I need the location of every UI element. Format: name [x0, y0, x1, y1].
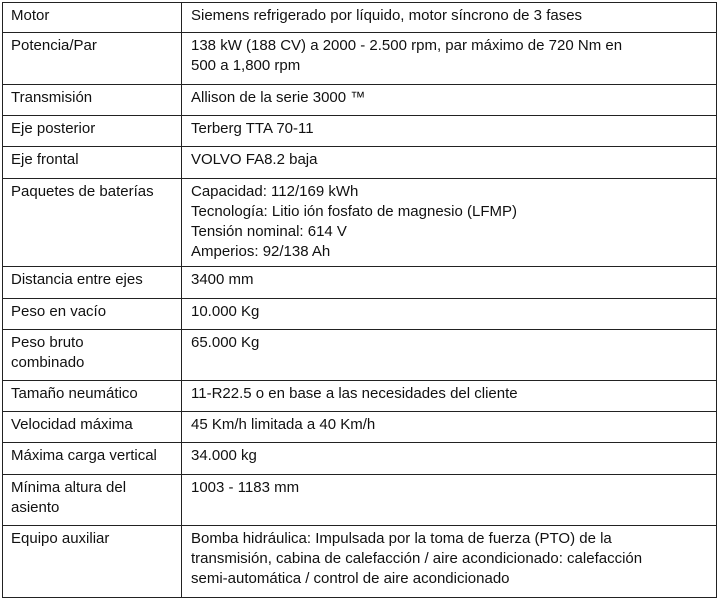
spec-label: Distancia entre ejes — [3, 267, 182, 299]
spec-value: 138 kW (188 CV) a 2000 - 2.500 rpm, par máximo de 720 Nm en 500 a 1,800 rpm — [182, 33, 717, 85]
spec-label: Equipo auxiliar — [3, 526, 182, 598]
table-row — [3, 147, 717, 179]
spec-label: Máxima carga vertical — [3, 443, 182, 475]
spec-value: 34.000 kg — [182, 443, 717, 475]
spec-label: Eje frontal — [3, 147, 182, 179]
spec-label: Eje posterior — [3, 116, 182, 147]
table-row — [3, 381, 717, 412]
table-row — [3, 33, 717, 85]
spec-value: 10.000 Kg — [182, 299, 717, 330]
spec-label: Paquetes de baterías — [3, 179, 182, 267]
table-row — [3, 267, 717, 299]
specifications-table — [2, 2, 717, 598]
spec-label: Mínima altura del asiento — [3, 475, 182, 526]
table-row — [3, 3, 717, 33]
table-row — [3, 475, 717, 526]
spec-value: Terberg TTA 70-11 — [182, 116, 717, 147]
spec-label: Peso en vacío — [3, 299, 182, 330]
table-row — [3, 116, 717, 147]
table-row — [3, 299, 717, 330]
spec-value: Capacidad: 112/169 kWh Tecnología: Litio ión fosfato de magnesio (LFMP) Tensión nominal: 614 V Amperios: 92/138 Ah — [182, 179, 717, 267]
table-row — [3, 412, 717, 443]
table-row — [3, 526, 717, 598]
spec-label: Tamaño neumático — [3, 381, 182, 412]
spec-value: 1003 - 1183 mm — [182, 475, 717, 526]
table-row — [3, 85, 717, 116]
table-row — [3, 179, 717, 267]
spec-value: VOLVO FA8.2 baja — [182, 147, 717, 179]
spec-value: 11-R22.5 o en base a las necesidades del cliente — [182, 381, 717, 412]
spec-value: Allison de la serie 3000 ™ — [182, 85, 717, 116]
spec-value: 65.000 Kg — [182, 330, 717, 381]
table-row — [3, 443, 717, 475]
spec-label: Motor — [3, 3, 182, 33]
spec-label: Transmisión — [3, 85, 182, 116]
spec-value: 45 Km/h limitada a 40 Km/h — [182, 412, 717, 443]
specifications-table-body — [3, 3, 717, 598]
spec-value: Bomba hidráulica: Impulsada por la toma de fuerza (PTO) de la transmisión, cabina de calefacción / aire acondicionado: calefacción semi-automática / control de aire acondicionado — [182, 526, 717, 598]
spec-label: Potencia/Par — [3, 33, 182, 85]
table-row — [3, 330, 717, 381]
spec-label: Velocidad máxima — [3, 412, 182, 443]
spec-value: Siemens refrigerado por líquido, motor síncrono de 3 fases — [182, 3, 717, 33]
spec-label: Peso bruto combinado — [3, 330, 182, 381]
spec-value: 3400 mm — [182, 267, 717, 299]
